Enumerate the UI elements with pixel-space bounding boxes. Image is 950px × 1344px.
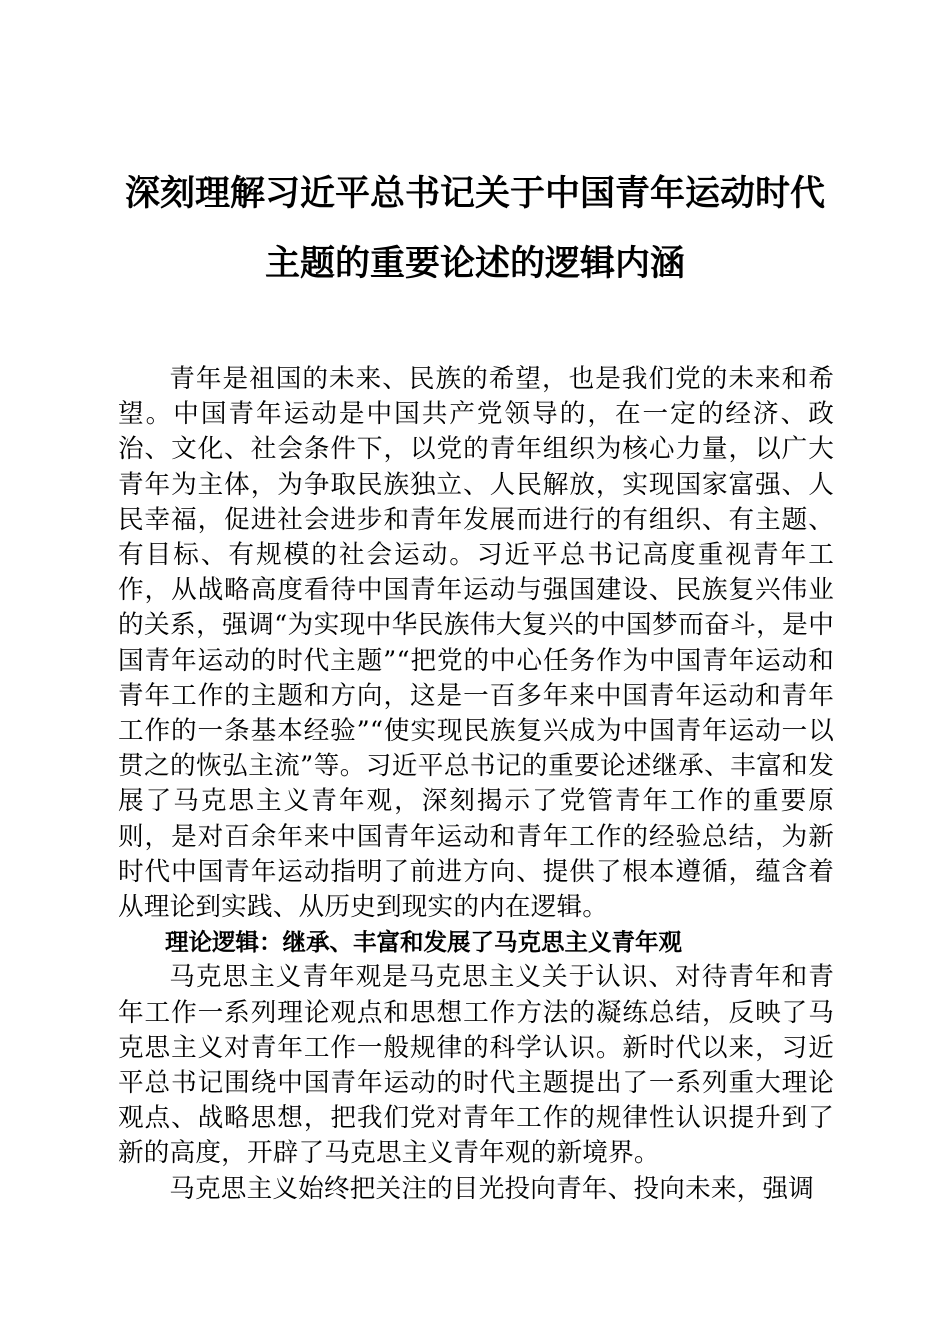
- paragraph-intro: 青年是祖国的未来、民族的希望，也是我们党的未来和希望。中国青年运动是中国共产党领导的，在一定的经济、政治、文化、社会条件下，以党的青年组织为核心力量，以广大青年为主体，为争取民族独立、人民解放，实现国家富强、人民幸福，促进社会进步和青年发展而进行的有组织、有主题、有目标、有规模的社会运动。习近平总书记高度重视青年工作，从战略高度看待中国青年运动与强国建设、民族复兴伟业的关系，强调“为实现中华民族伟大复兴的中国梦而奋斗，是中国青年运动的时代主题”“把党的中心任务作为中国青年运动和青年工作的主题和方向，这是一百多年来中国青年运动和青年工作的一条基本经验”“使实现民族复兴成为中国青年运动一以贯之的恢弘主流”等。习近平总书记的重要论述继承、丰富和发展了马克思主义青年观，深刻揭示了党管青年工作的重要原则，是对百余年来中国青年运动和青年工作的经验总结，为新时代中国青年运动指明了前进方向、提供了根本遵循，蕴含着从理论到实践、从历史到现实的内在逻辑。: [118, 364, 834, 923]
- document-body: [118, 362, 834, 1207]
- paragraph-marxism: 马克思主义始终把关注的目光投向青年、投向未来，强调: [169, 1173, 815, 1204]
- section-heading: 理论逻辑：继承、丰富和发展了马克思主义青年观: [165, 928, 682, 957]
- document-title-line-1: 深刻理解习近平总书记关于中国青年运动时代: [124, 173, 825, 214]
- paragraph-theory: 马克思主义青年观是马克思主义关于认识、对待青年和青年工作一系列理论观点和思想工作方法的凝练总结，反映了马克思主义对青年工作一般规律的科学认识。新时代以来，习近平总书记围绕中国青年运动的时代主题提出了一系列重大理论观点、战略思想，把我们党对青年工作的规律性认识提升到了新的高度，开辟了马克思主义青年观的新境界。: [118, 962, 834, 1169]
- document-title-line-2: 主题的重要论述的逻辑内涵: [264, 243, 685, 284]
